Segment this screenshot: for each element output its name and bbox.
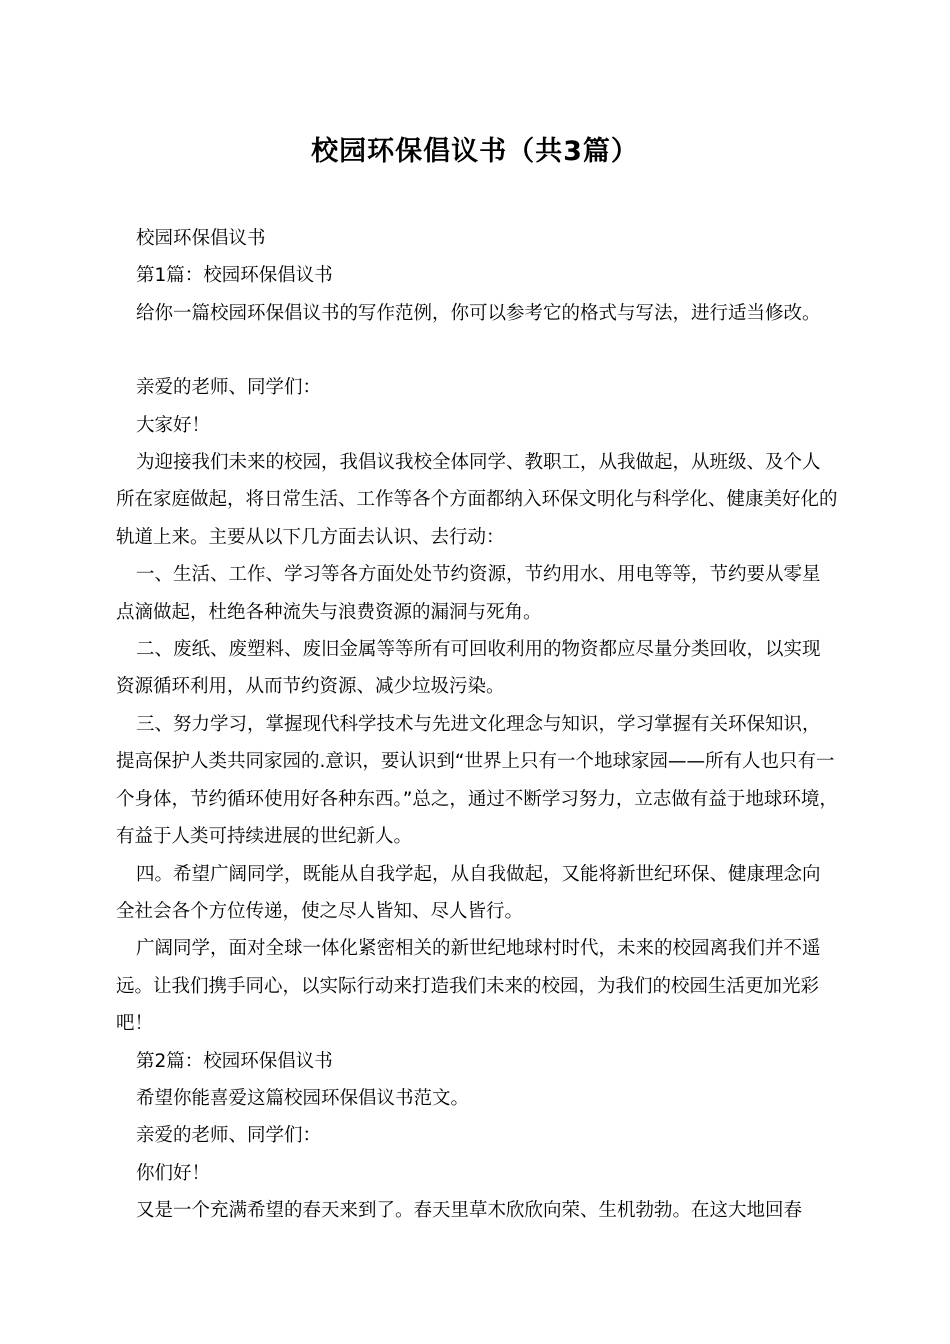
paragraph-part2-greeting: 你们好！ (136, 1162, 211, 1184)
paragraph-body: 为迎接我们未来的校园，我倡议我校全体同学、教职工，从我做起，从班级、及个人所在家庭做起，将日常生活、工作等各个方面都纳入环保文明化与科学化、健康美好化的轨道上来。主要从以下几方面去认识、去行动： (116, 452, 838, 548)
document-body (116, 220, 838, 1230)
paragraph-part2-body: 又是一个充满希望的春天来到了。春天里草木欣欣向荣、生机勃勃。在这大地回春 (136, 1200, 803, 1222)
document-title: 校园环保倡议书（共3篇） (311, 136, 639, 167)
paragraph-heading: 校园环保倡议书 (136, 228, 266, 249)
paragraph-intro: 给你一篇校园环保倡议书的写作范例，你可以参考它的格式与写法，进行适当修改。 (136, 302, 821, 324)
paragraph-point-3: 三、努力学习，掌握现代科学技术与先进文化理念与知识，学习掌握有关环保知识，提高保护人类共同家园的.意识，要认识到“世界上只有一个地球家园——所有人也只有一个身体，节约循环使用好各种东西。”总之，通过不断学习努力，立志做有益于地球环境，有益于人类可持续进展的世纪新人。 (116, 713, 838, 848)
paragraph-point-2: 二、废纸、废塑料、废旧金属等等所有可回收利用的物资都应尽量分类回收，以实现资源循环利用，从而节约资源、减少垃圾污染。 (116, 639, 821, 698)
paragraph-part2-heading: 第2篇：校园环保倡议书 (136, 1050, 333, 1072)
blank-line (116, 332, 838, 369)
paragraph-part2-salutation: 亲爱的老师、同学们： (136, 1125, 322, 1147)
paragraph-closing: 广阔同学，面对全球一体化紧密相关的新世纪地球村时代，未来的校园离我们并不遥远。让我们携手同心，以实际行动来打造我们未来的校园，为我们的校园生活更加光彩吧！ (116, 938, 821, 1035)
paragraph-part1-heading: 第1篇：校园环保倡议书 (136, 265, 333, 287)
paragraph-point-4: 四。希望广阔同学，既能从自我学起，从自我做起，又能将新世纪环保、健康理念向全社会各个方位传递，使之尽人皆知、尽人皆行。 (116, 863, 821, 922)
paragraph-salutation: 亲爱的老师、同学们： (136, 377, 322, 399)
paragraph-part2-intro: 希望你能喜爱这篇校园环保倡议书范文。 (136, 1087, 470, 1109)
paragraph-point-1: 一、生活、工作、学习等各方面处处节约资源，节约用水、用电等等，节约要从零星点滴做起，杜绝各种流失与浪费资源的漏洞与死角。 (116, 564, 821, 623)
paragraph-greeting: 大家好！ (136, 414, 211, 436)
